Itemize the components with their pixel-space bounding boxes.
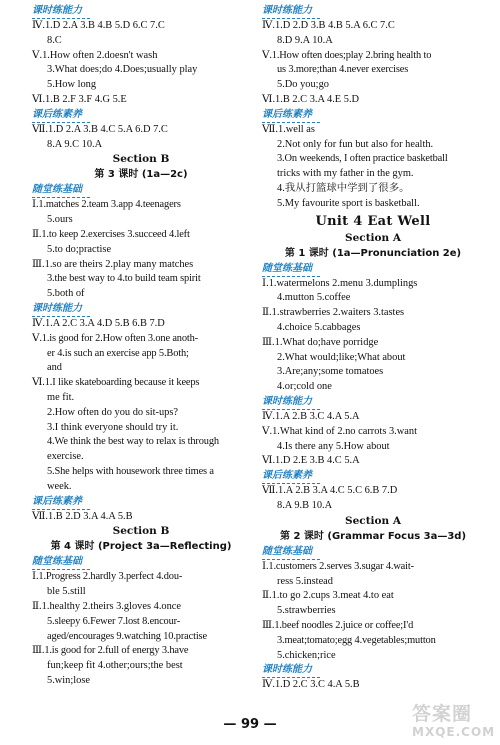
answer-line: 3.I think everyone should try it. bbox=[47, 421, 179, 433]
answer-line: 3.What does;do 4.Does;usually play bbox=[47, 64, 198, 76]
page-number: — 99 — bbox=[223, 717, 277, 732]
answer-line: us 3.more;than 4.never exercises bbox=[277, 64, 409, 76]
section-label-class-practice: 课时练能力 bbox=[262, 395, 320, 410]
answer-line: Ⅶ.1.A 2.B 3.A 4.C 5.C 6.B 7.D bbox=[262, 485, 398, 497]
answer-line: 3.On weekends, I often practice basketball bbox=[277, 153, 448, 165]
answer-line: tricks with my father in the gym. bbox=[277, 168, 414, 180]
answer-line: 8.A 9.B 10.A bbox=[277, 499, 333, 511]
section-label-in-class: 随堂练基础 bbox=[262, 262, 320, 277]
answer-line: 8.C bbox=[47, 34, 62, 46]
answer-line: ble 5.still bbox=[47, 586, 86, 598]
left-column bbox=[32, 4, 250, 689]
answer-line: Ⅰ.1.Progress 2.hardly 3.perfect 4.dou- bbox=[32, 571, 183, 583]
answer-line: 4.我从打篮球中学到了很多。 bbox=[277, 182, 410, 194]
answer-line: Ⅶ.1.B 2.D 3.A 4.A 5.B bbox=[32, 510, 133, 522]
answer-line: Ⅲ.1.is good for 2.full of energy 3.have bbox=[32, 645, 189, 657]
answer-line: 4.We think the best way to relax is through bbox=[47, 436, 219, 448]
answer-line: 5.sleepy 6.Fewer 7.lost 8.encour- bbox=[47, 615, 181, 627]
answer-line: Ⅲ.1.so are theirs 2.play many matches bbox=[32, 258, 194, 270]
right-column bbox=[262, 4, 484, 693]
answer-line: Ⅶ.1.D 2.A 3.B 4.C 5.A 6.D 7.C bbox=[32, 123, 168, 135]
answer-line: and bbox=[47, 362, 63, 374]
answer-line: Ⅳ.1.A 2.B 3.C 4.A 5.A bbox=[262, 410, 360, 422]
answer-line: fun;keep fit 4.other;ours;the best bbox=[47, 660, 183, 672]
answer-line: 4.Is there any 5.How about bbox=[277, 440, 390, 452]
section-label-class-practice: 课时练能力 bbox=[262, 4, 320, 19]
section-label-class-practice: 课时练能力 bbox=[32, 4, 90, 19]
answer-line: Ⅳ.1.D 2.C 3.C 4.A 5.B bbox=[262, 679, 360, 691]
lesson-title: 第 3 课时 (1a—2c) bbox=[94, 169, 188, 181]
lesson-title: 第 4 课时 (Project 3a—Reflecting) bbox=[50, 541, 232, 553]
answer-line: Ⅳ.1.D 2.A 3.B 4.B 5.D 6.C 7.C bbox=[32, 20, 165, 31]
section-label-in-class: 随堂练基础 bbox=[32, 183, 90, 198]
section-heading: Section B bbox=[112, 153, 170, 166]
answer-line: Ⅵ.1.B 2.C 3.A 4.E 5.D bbox=[262, 93, 360, 105]
answer-line: Ⅳ.1.D 2.D 3.B 4.B 5.A 6.C 7.C bbox=[262, 20, 395, 31]
answer-line: me fit. bbox=[47, 391, 75, 403]
answer-line: exercise. bbox=[47, 451, 84, 463]
section-label-in-class: 随堂练基础 bbox=[262, 545, 320, 560]
answer-line: Ⅵ.1.I like skateboarding because it keeps bbox=[32, 377, 200, 389]
answer-line: er 4.is such an exercise app 5.Both; bbox=[47, 347, 189, 359]
answer-line: 2.How often do you do sit-ups? bbox=[47, 406, 179, 418]
answer-line: 4.or;cold one bbox=[277, 381, 332, 393]
answer-line: 5.ours bbox=[47, 214, 73, 226]
section-heading: Section A bbox=[345, 231, 401, 244]
answer-line: 5.to do;practise bbox=[47, 243, 112, 255]
answer-line: 5.How long bbox=[47, 79, 97, 91]
answer-line: 8.D 9.A 10.A bbox=[277, 34, 333, 46]
answer-line: 5.strawberries bbox=[277, 605, 336, 617]
answer-line: Ⅴ.1.is good for 2.How often 3.one anoth- bbox=[32, 332, 198, 344]
section-label-in-class: 随堂练基础 bbox=[32, 555, 90, 570]
answer-line: 5.My favourite sport is basketball. bbox=[277, 197, 420, 209]
answer-line: 5.She helps with housework three times a bbox=[47, 465, 214, 477]
answer-line: Ⅴ.1.How often does;play 2.bring health to bbox=[262, 49, 432, 61]
answer-line: Ⅵ.1.B 2.F 3.F 4.G 5.E bbox=[32, 93, 127, 105]
answer-line: Ⅱ.1.healthy 2.theirs 3.gloves 4.once bbox=[32, 600, 182, 612]
answer-line: Ⅰ.1.customers 2.serves 3.sugar 4.wait- bbox=[262, 560, 414, 572]
answer-line: week. bbox=[47, 480, 72, 492]
answer-line: Ⅴ.1.How often 2.doesn't wash bbox=[32, 49, 158, 61]
watermark-logo-text: 答案圈 bbox=[412, 703, 473, 725]
answer-line: Ⅶ.1.well as bbox=[262, 123, 315, 135]
watermark-logo bbox=[412, 703, 496, 743]
unit-title: Unit 4 Eat Well bbox=[315, 213, 431, 229]
section-label-after-class: 课后练素养 bbox=[262, 469, 320, 484]
section-label-class-practice: 课时练能力 bbox=[32, 302, 90, 317]
answer-line: 4.choice 5.cabbages bbox=[277, 321, 361, 333]
answer-line: Ⅱ.1.strawberries 2.waiters 3.tastes bbox=[262, 307, 405, 319]
answer-line: Ⅰ.1.matches 2.team 3.app 4.teenagers bbox=[32, 199, 181, 211]
section-label-after-class: 课后练素养 bbox=[32, 495, 90, 510]
section-label-class-practice: 课时练能力 bbox=[262, 663, 320, 678]
answer-line: Ⅴ.1.What kind of 2.no carrots 3.want bbox=[262, 425, 417, 437]
watermark-url: MXQE.COM bbox=[412, 725, 496, 739]
answer-line: 5.Do you;go bbox=[277, 79, 329, 91]
answer-line: 2.What would;like;What about bbox=[277, 351, 406, 363]
answer-line: 4.mutton 5.coffee bbox=[277, 292, 351, 304]
answer-line: 3.Are;any;some tomatoes bbox=[277, 366, 384, 378]
answer-line: 5.win;lose bbox=[47, 674, 91, 686]
answer-line: Ⅰ.1.watermelons 2.menu 3.dumplings bbox=[262, 277, 418, 289]
lesson-title: 第 2 课时 (Grammar Focus 3a—3d) bbox=[279, 530, 467, 542]
answer-line: 2.Not only for fun but also for health. bbox=[277, 138, 434, 150]
answer-line: aged/encourages 9.watching 10.practise bbox=[47, 630, 207, 642]
answer-line: Ⅳ.1.A 2.C 3.A 4.D 5.B 6.B 7.D bbox=[32, 317, 165, 329]
answer-line: Ⅲ.1.What do;have porridge bbox=[262, 336, 379, 348]
lesson-title: 第 1 课时 (1a—Pronunciation 2e) bbox=[284, 247, 462, 259]
answer-line: Ⅲ.1.beef noodles 2.juice or coffee;I'd bbox=[262, 619, 414, 631]
section-label-after-class: 课后练素养 bbox=[262, 108, 320, 123]
answer-line: 3.the best way to 4.to build team spirit bbox=[47, 273, 201, 285]
answer-line: 5.both of bbox=[47, 288, 85, 300]
answer-line: 5.chicken;rice bbox=[277, 649, 336, 661]
section-label-after-class: 课后练素养 bbox=[32, 108, 90, 123]
answer-line: 3.meat;tomato;egg 4.vegetables;mutton bbox=[277, 634, 436, 646]
answer-line: Ⅱ.1.to go 2.cups 3.meat 4.to eat bbox=[262, 590, 394, 602]
section-heading: Section B bbox=[112, 525, 170, 538]
answer-line: Ⅱ.1.to keep 2.exercises 3.succeed 4.left bbox=[32, 228, 190, 240]
section-heading: Section A bbox=[345, 514, 401, 527]
answer-line: Ⅵ.1.D 2.E 3.B 4.C 5.A bbox=[262, 455, 360, 467]
answer-line: 8.A 9.C 10.A bbox=[47, 138, 103, 150]
answer-line: ress 5.instead bbox=[277, 575, 333, 587]
